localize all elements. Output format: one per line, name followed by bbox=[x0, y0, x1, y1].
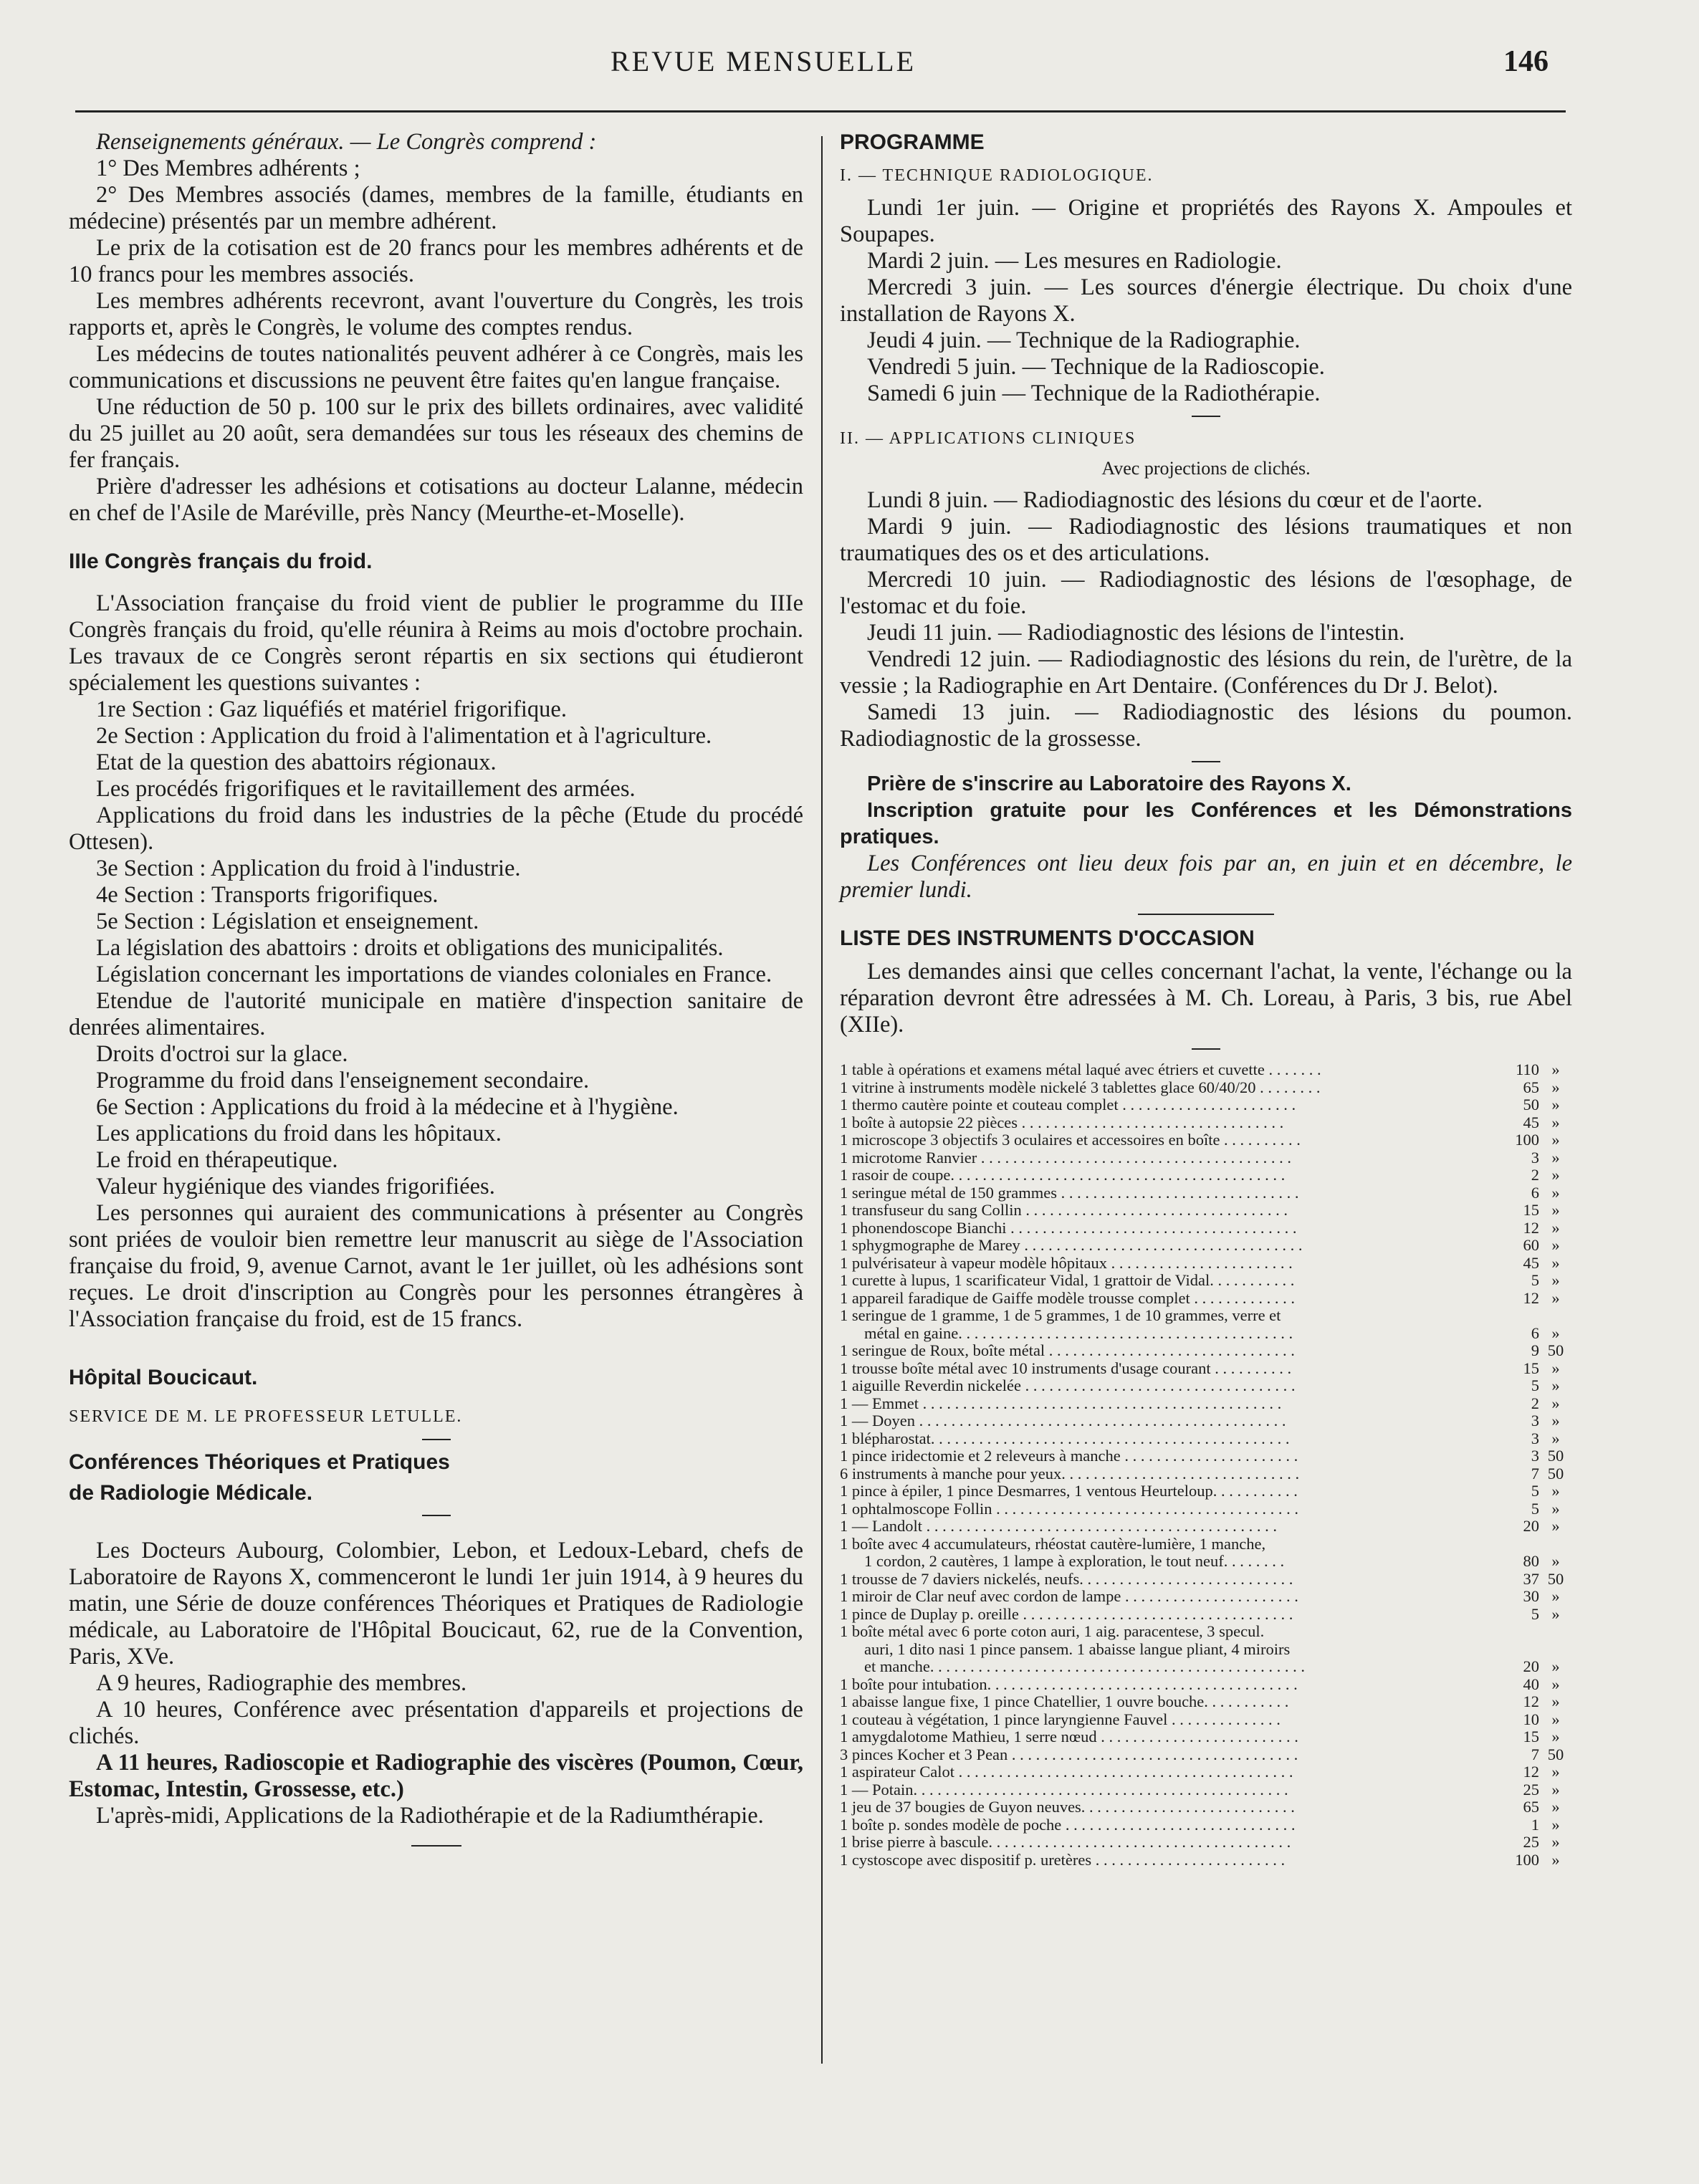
paragraph: Prière d'adresser les adhésions et cotisations au docteur Lalanne, médecin en chef de l'Asile de Maréville, près Nancy (Meurthe-et-Moselle). bbox=[69, 474, 803, 526]
paragraph: 3e Section : Application du froid à l'industrie. bbox=[96, 856, 521, 881]
instrument-price: 10 bbox=[1523, 1710, 1539, 1728]
paragraph: L'Association française du froid vient de publier le programme du IIIe Congrès français du froid, qu'elle réunira à Reims au mois d'octobre prochain. Les travaux de ce Congrès seront répartis en six sections qui étudieront spécialement les questions suivantes : bbox=[69, 590, 803, 696]
instrument-price bbox=[1493, 1641, 1539, 1659]
list-item bbox=[840, 1377, 1572, 1395]
instrument-price-cents: » bbox=[1551, 1271, 1560, 1289]
programme-item: Lundi 1er juin. — Origine et propriétés des Rayons X. Ampoules et Soupapes. bbox=[840, 195, 1572, 247]
instrument-price-cents: » bbox=[1551, 1183, 1560, 1202]
instrument-price-cents: » bbox=[1551, 1780, 1560, 1799]
instrument-price-cents: » bbox=[1551, 1499, 1560, 1518]
paragraph: Les applications du froid dans les hôpitaux. bbox=[96, 1121, 502, 1146]
instrument-price: 1 bbox=[1531, 1815, 1539, 1834]
list-item bbox=[840, 1728, 1572, 1746]
instrument-price-cents: » bbox=[1551, 1692, 1560, 1710]
instrument-price-cents: » bbox=[1551, 1131, 1560, 1149]
instrument-description: 1 thermo cautère pointe et couteau complet . . . . . . . . . . . . . . . . . . . . . . bbox=[840, 1096, 1296, 1113]
instrument-price: 60 bbox=[1523, 1236, 1539, 1254]
running-header bbox=[0, 44, 1699, 87]
programme-title: PROGRAMME bbox=[840, 130, 985, 154]
instrument-price: 6 bbox=[1531, 1323, 1539, 1342]
conference-section bbox=[69, 1538, 803, 1829]
paragraph: Droits d'octroi sur la glace. bbox=[96, 1041, 348, 1067]
list-item bbox=[840, 1237, 1572, 1255]
programme-item: Mardi 9 juin. — Radiodiagnostic des lésions traumatiques et non traumatiques des os et des articulations. bbox=[840, 514, 1572, 566]
paragraph: 2e Section : Application du froid à l'alimentation et à l'agriculture. bbox=[96, 723, 712, 749]
general-info-section bbox=[69, 129, 803, 527]
instrument-price: 7 bbox=[1531, 1464, 1539, 1483]
paragraph: Les médecins de toutes nationalités peuvent adhérer à ce Congrès, mais les communications et discussions ne peuvent être faites qu'en langue française. bbox=[69, 341, 803, 393]
paragraph: Les Docteurs Aubourg, Colombier, Lebon, et Ledoux-Lebard, chefs de Laboratoire de Rayons X, commenceront le lundi 1er juin 1914, à 9 heures du matin, une Série de douze conférences Théoriques et Pratiques de Radiologie médicale, au Laboratoire de l'Hôpital Boucicaut, 62, rue de la Convention, Paris, XVe. bbox=[69, 1538, 803, 1670]
list-item bbox=[840, 1746, 1572, 1764]
paragraph: La législation des abattoirs : droits et obligations des municipalités. bbox=[96, 935, 724, 961]
instrument-description: 1 seringue métal de 150 grammes . . . . . . . . . . . . . . . . . . . . . . . . . . . . . . bbox=[840, 1184, 1299, 1202]
paragraph: Législation concernant les importations de viandes coloniales en France. bbox=[96, 962, 772, 987]
instrument-price: 12 bbox=[1523, 1218, 1539, 1237]
instrument-description: 6 instruments à manche pour yeux. . . . . . . . . . . . . . . . . . . . . . . . . . . . . . bbox=[840, 1465, 1300, 1483]
programme-item: Jeudi 4 juin. — Technique de la Radiographie. bbox=[867, 327, 1301, 353]
instrument-price-cents: » bbox=[1551, 1060, 1560, 1078]
list-item bbox=[840, 1658, 1572, 1676]
divider bbox=[1138, 914, 1274, 915]
list-item bbox=[840, 1641, 1572, 1659]
programme-item: Vendredi 5 juin. — Technique de la Radioscopie. bbox=[867, 354, 1325, 380]
instrument-description: 1 aspirateur Calot . . . . . . . . . . . . . . . . . . . . . . . . . . . . . . . . . . . . . . . . . . bbox=[840, 1763, 1293, 1781]
programme-item: Lundi 8 juin. — Radiodiagnostic des lésions du cœur et de l'aorte. bbox=[867, 487, 1483, 513]
instrument-price-cents: » bbox=[1551, 1394, 1560, 1412]
instrument-price: 37 bbox=[1523, 1569, 1539, 1588]
instrument-price: 5 bbox=[1531, 1482, 1539, 1500]
instrument-price: 3 bbox=[1531, 1447, 1539, 1465]
list-item bbox=[840, 1676, 1572, 1694]
instrument-price-cents: » bbox=[1551, 1323, 1560, 1342]
paragraph: Les membres adhérents recevront, avant l'ouverture du Congrès, les trois rapports et, après le Congrès, le volume des comptes rendus. bbox=[69, 288, 803, 340]
list-item bbox=[840, 1588, 1572, 1606]
programme-item: Samedi 6 juin — Technique de la Radiothérapie. bbox=[867, 380, 1321, 406]
instrument-price-cents: » bbox=[1551, 1429, 1560, 1447]
instrument-price-cents: » bbox=[1551, 1078, 1560, 1096]
list-item bbox=[840, 1518, 1572, 1536]
list-item bbox=[840, 1272, 1572, 1290]
paragraph: 2° Des Membres associés (dames, membres de la famille, étudiants en médecine) présentés par un membre adhérent. bbox=[69, 182, 803, 234]
instrument-price-cents: » bbox=[1551, 1096, 1560, 1113]
instrument-price-cents: » bbox=[1551, 1728, 1560, 1745]
instrument-price: 3 bbox=[1531, 1429, 1539, 1447]
instrument-price-cents: » bbox=[1551, 1604, 1560, 1623]
instrument-price: 45 bbox=[1523, 1253, 1539, 1272]
instrument-price-cents: 50 bbox=[1547, 1464, 1564, 1483]
instrument-price: 12 bbox=[1523, 1692, 1539, 1710]
conference-title: Conférences Théoriques et Pratiques bbox=[69, 1450, 450, 1474]
instrument-price-cents bbox=[1539, 1307, 1572, 1325]
instrument-description: métal en gaine. . . . . . . . . . . . . . . . . . . . . . . . . . . . . . . . . . . . . . . . . . bbox=[864, 1324, 1293, 1342]
divider bbox=[1192, 1048, 1220, 1050]
instrument-price: 45 bbox=[1523, 1113, 1539, 1131]
instrument-price: 15 bbox=[1523, 1359, 1539, 1377]
paragraph: Le prix de la cotisation est de 20 francs pour les membres adhérents et de 10 francs pour les membres associés. bbox=[69, 235, 803, 287]
instrument-description: 1 ophtalmoscope Follin . . . . . . . . . . . . . . . . . . . . . . . . . . . . . . . . . . . . . . bbox=[840, 1500, 1298, 1518]
general-info-intro: Renseignements généraux. — Le Congrès comprend : bbox=[96, 129, 597, 155]
instruments-intro: Les demandes ainsi que celles concernant l'achat, la vente, l'échange ou la réparation devront être adressées à M. Ch. Loreau, à Paris, 3 bis, rue Abel (XIIe). bbox=[840, 959, 1572, 1038]
paragraph: A 11 heures, Radioscopie et Radiographie des viscères (Poumon, Cœur, Estomac, Intestin, Grossesse, etc.) bbox=[69, 1750, 803, 1802]
divider bbox=[1192, 761, 1220, 762]
list-item bbox=[840, 1852, 1572, 1869]
instrument-price-cents: » bbox=[1551, 1798, 1560, 1816]
list-item bbox=[840, 1536, 1572, 1553]
right-column bbox=[840, 129, 1572, 1869]
instrument-price: 40 bbox=[1523, 1675, 1539, 1693]
instrument-price: 2 bbox=[1531, 1166, 1539, 1184]
paragraph: A 9 heures, Radiographie des membres. bbox=[96, 1670, 467, 1696]
instrument-description: 1 trousse boîte métal avec 10 instruments d'usage courant . . . . . . . . . . bbox=[840, 1359, 1292, 1377]
paragraph: Applications du froid dans les industries de la pêche (Etude du procédé Ottesen). bbox=[69, 803, 803, 855]
instrument-price: 9 bbox=[1531, 1341, 1539, 1359]
journal-title: REVUE MENSUELLE bbox=[610, 45, 916, 77]
instrument-price-cents: » bbox=[1551, 1833, 1560, 1851]
list-item bbox=[840, 1114, 1572, 1132]
instrument-price-cents: » bbox=[1551, 1657, 1560, 1675]
paragraph: Les procédés frigorifiques et le ravitaillement des armées. bbox=[96, 776, 636, 802]
paragraph: Etendue de l'autorité municipale en matière d'inspection sanitaire de denrées alimentaires. bbox=[69, 988, 803, 1040]
instruments-list-title: LISTE DES INSTRUMENTS D'OCCASION bbox=[840, 926, 1255, 950]
instrument-description: 1 transfuseur du sang Collin . . . . . . . . . . . . . . . . . . . . . . . . . . . . . . . . . bbox=[840, 1202, 1288, 1219]
instrument-price: 100 bbox=[1515, 1131, 1539, 1149]
instrument-description: 1 pince iridectomie et 2 releveurs à manche . . . . . . . . . . . . . . . . . . . . . . bbox=[840, 1447, 1298, 1465]
list-item bbox=[840, 1606, 1572, 1624]
programme-item: Mardi 2 juin. — Les mesures en Radiologie. bbox=[867, 248, 1282, 274]
divider bbox=[422, 1515, 451, 1516]
instrument-price-cents: » bbox=[1551, 1482, 1560, 1500]
instrument-price: 100 bbox=[1515, 1850, 1539, 1869]
instrument-price-cents: 50 bbox=[1547, 1745, 1564, 1763]
notice-frequency: Les Conférences ont lieu deux fois par an, en juin et en décembre, le premier lundi. bbox=[840, 851, 1572, 903]
instrument-price-cents bbox=[1539, 1641, 1572, 1659]
instrument-description: 1 sphygmographe de Marey . . . . . . . . . . . . . . . . . . . . . . . . . . . . . . . . . . . bbox=[840, 1237, 1303, 1254]
instrument-price: 30 bbox=[1523, 1587, 1539, 1605]
instrument-description: 1 — Landolt . . . . . . . . . . . . . . . . . . . . . . . . . . . . . . . . . . . . . . . . . . . . bbox=[840, 1518, 1277, 1535]
list-item bbox=[840, 1167, 1572, 1184]
instrument-price-cents: » bbox=[1551, 1359, 1560, 1377]
instrument-description: 1 microtome Ranvier . . . . . . . . . . . . . . . . . . . . . . . . . . . . . . . . . . . . . . . bbox=[840, 1149, 1291, 1167]
list-item bbox=[840, 1465, 1572, 1483]
list-item bbox=[840, 1447, 1572, 1465]
instrument-price: 3 bbox=[1531, 1148, 1539, 1167]
instrument-price-cents: » bbox=[1551, 1517, 1560, 1535]
list-item bbox=[840, 1483, 1572, 1500]
instrument-description: 1 boîte p. sondes modèle de poche . . . . . . . . . . . . . . . . . . . . . . . . . . . . . bbox=[840, 1816, 1296, 1834]
instrument-description: auri, 1 dito nasi 1 pince pansem. 1 abaisse langue pliant, 4 miroirs bbox=[864, 1640, 1291, 1658]
instrument-price: 20 bbox=[1523, 1657, 1539, 1675]
instrument-price-cents: » bbox=[1551, 1218, 1560, 1237]
instrument-description: 1 boîte avec 4 accumulateurs, rhéostat cautère-lumière, 1 manche, bbox=[840, 1535, 1266, 1553]
instrument-price: 7 bbox=[1531, 1745, 1539, 1763]
instrument-price-cents: » bbox=[1551, 1815, 1560, 1834]
list-item bbox=[840, 1096, 1572, 1114]
programme-part1 bbox=[840, 195, 1572, 407]
instrument-description: 1 rasoir de coupe. . . . . . . . . . . . . . . . . . . . . . . . . . . . . . . . . . . . . . . . . . bbox=[840, 1167, 1286, 1184]
instrument-price-cents: » bbox=[1551, 1201, 1560, 1219]
instrument-price: 5 bbox=[1531, 1499, 1539, 1518]
list-item bbox=[840, 1307, 1572, 1325]
instrument-price: 65 bbox=[1523, 1798, 1539, 1816]
notice-inscription: Prière de s'inscrire au Laboratoire des Rayons X. bbox=[867, 772, 1351, 795]
list-item bbox=[840, 1325, 1572, 1343]
instrument-price bbox=[1493, 1307, 1539, 1325]
instrument-price: 65 bbox=[1523, 1078, 1539, 1096]
part2-title: II. — APPLICATIONS CLINIQUES bbox=[840, 429, 1136, 448]
instrument-price-cents bbox=[1539, 1623, 1572, 1641]
instrument-description: 1 seringue de 1 gramme, 1 de 5 grammes, 1 de 10 grammes, verre et bbox=[840, 1307, 1281, 1324]
instrument-price-cents: » bbox=[1551, 1763, 1560, 1781]
froid-section bbox=[69, 590, 803, 1333]
paragraph: L'après-midi, Applications de la Radiothérapie et de la Radiumthérapie. bbox=[96, 1803, 764, 1829]
instrument-price: 80 bbox=[1523, 1552, 1539, 1570]
instrument-price: 12 bbox=[1523, 1288, 1539, 1307]
instrument-price: 5 bbox=[1531, 1604, 1539, 1623]
instrument-description: 1 — Doyen . . . . . . . . . . . . . . . . . . . . . . . . . . . . . . . . . . . . . . . . . . . . . . bbox=[840, 1412, 1286, 1429]
list-item bbox=[840, 1412, 1572, 1430]
instrument-price: 12 bbox=[1523, 1763, 1539, 1781]
instrument-price-cents: » bbox=[1551, 1710, 1560, 1728]
paragraph: Le froid en thérapeutique. bbox=[96, 1147, 338, 1173]
paragraph: 4e Section : Transports frigorifiques. bbox=[96, 882, 439, 908]
paragraph: Les personnes qui auraient des communications à présenter au Congrès sont priées de vouloir bien remettre leur manuscrit au siège de l'Association française du froid, 9, avenue Carnot, avant le 1er juillet, où les adhésions sont reçues. Le droit d'inscription au Congrès pour les personnes étrangères à l'Association française du froid, est de 15 francs. bbox=[69, 1200, 803, 1332]
list-item bbox=[840, 1079, 1572, 1097]
instrument-price: 6 bbox=[1531, 1183, 1539, 1202]
instrument-price-cents: 50 bbox=[1547, 1447, 1564, 1465]
list-item bbox=[840, 1061, 1572, 1079]
instrument-price-cents: » bbox=[1551, 1850, 1560, 1869]
instrument-price: 15 bbox=[1523, 1728, 1539, 1745]
instrument-description: 1 pince à épiler, 1 pince Desmarres, 1 ventous Heurteloup. . . . . . . . . . . bbox=[840, 1483, 1298, 1500]
list-item bbox=[840, 1711, 1572, 1729]
instrument-price-cents: » bbox=[1551, 1253, 1560, 1272]
column-divider bbox=[821, 136, 823, 2064]
programme-item: Mercredi 10 juin. — Radiodiagnostic des lésions de l'œsophage, de l'estomac et du foie. bbox=[840, 567, 1572, 619]
instrument-description: 1 amygdalotome Mathieu, 1 serre nœud . . . . . . . . . . . . . . . . . . . . . . . . . bbox=[840, 1728, 1298, 1745]
notice-gratuite: Inscription gratuite pour les Conférences et les Démonstrations pratiques. bbox=[840, 799, 1572, 848]
list-item bbox=[840, 1763, 1572, 1781]
programme-part2 bbox=[840, 487, 1572, 752]
list-item bbox=[840, 1781, 1572, 1799]
instrument-price-cents: » bbox=[1551, 1412, 1560, 1429]
instrument-description: 1 couteau à végétation, 1 pince laryngienne Fauvel . . . . . . . . . . . . . . bbox=[840, 1710, 1281, 1728]
instrument-price: 5 bbox=[1531, 1271, 1539, 1289]
programme-item: Jeudi 11 juin. — Radiodiagnostic des lésions de l'intestin. bbox=[867, 620, 1405, 646]
list-item bbox=[840, 1202, 1572, 1220]
instrument-description: 1 blépharostat. . . . . . . . . . . . . . . . . . . . . . . . . . . . . . . . . . . . . . . . . . . . . bbox=[840, 1429, 1290, 1447]
paragraph: Valeur hygiénique des viandes frigorifiées. bbox=[96, 1174, 495, 1199]
instrument-description: 1 table à opérations et examens métal laqué avec étriers et cuvette . . . . . . . bbox=[840, 1061, 1321, 1078]
instrument-description: 1 jeu de 37 bougies de Guyon neuves. . . . . . . . . . . . . . . . . . . . . . . . . . . bbox=[840, 1799, 1295, 1816]
instrument-description: 1 cystoscope avec dispositif p. uretères . . . . . . . . . . . . . . . . . . . . . . . . bbox=[840, 1851, 1286, 1869]
list-item bbox=[840, 1220, 1572, 1237]
instrument-price: 15 bbox=[1523, 1201, 1539, 1219]
instrument-price bbox=[1493, 1623, 1539, 1641]
instrument-description: 3 pinces Kocher et 3 Pean . . . . . . . . . . . . . . . . . . . . . . . . . . . . . . . . . . . . bbox=[840, 1745, 1298, 1763]
instrument-price-cents: 50 bbox=[1547, 1569, 1564, 1588]
instrument-price-cents: » bbox=[1551, 1113, 1560, 1131]
divider bbox=[411, 1845, 461, 1847]
paragraph: 1re Section : Gaz liquéfiés et matériel frigorifique. bbox=[96, 696, 567, 722]
section-title-hopital: Hôpital Boucicaut. bbox=[69, 1366, 258, 1389]
programme-item: Samedi 13 juin. — Radiodiagnostic des lésions du poumon. Radiodiagnostic de la grossesse. bbox=[840, 699, 1572, 752]
instrument-description: 1 vitrine à instruments modèle nickelé 3 tablettes glace 60/40/20 . . . . . . . . bbox=[840, 1078, 1321, 1096]
instrument-description: 1 microscope 3 objectifs 3 oculaires et accessoires en boîte . . . . . . . . . . bbox=[840, 1131, 1301, 1149]
programme-item: Mercredi 3 juin. — Les sources d'énergie électrique. Du choix d'une installation de Rayons X. bbox=[840, 274, 1572, 327]
instrument-price: 50 bbox=[1523, 1096, 1539, 1113]
instrument-description: 1 curette à lupus, 1 scarificateur Vidal, 1 grattoir de Vidal. . . . . . . . . . . bbox=[840, 1272, 1295, 1289]
list-item bbox=[840, 1799, 1572, 1816]
list-item bbox=[840, 1623, 1572, 1641]
paragraph: Une réduction de 50 p. 100 sur le prix des billets ordinaires, avec validité du 25 juillet au 20 août, sera demandées sur tous les réseaux des chemins de fer français. bbox=[69, 394, 803, 473]
section-title-froid: IIIe Congrès français du froid. bbox=[69, 550, 373, 573]
list-item bbox=[840, 1834, 1572, 1852]
paragraph: 6e Section : Applications du froid à la médecine et à l'hygiène. bbox=[96, 1094, 679, 1120]
instrument-price-cents: » bbox=[1551, 1552, 1560, 1570]
instrument-price-cents: » bbox=[1551, 1587, 1560, 1605]
instrument-price-cents bbox=[1539, 1536, 1572, 1553]
instrument-description: 1 brise pierre à bascule. . . . . . . . . . . . . . . . . . . . . . . . . . . . . . . . . . . . . . bbox=[840, 1834, 1291, 1851]
list-item bbox=[840, 1430, 1572, 1448]
instrument-description: 1 boîte métal avec 6 porte coton auri, 1 aig. paracentese, 3 specul. bbox=[840, 1623, 1265, 1640]
instrument-price: 25 bbox=[1523, 1833, 1539, 1851]
conference-subtitle: de Radiologie Médicale. bbox=[69, 1481, 313, 1505]
list-item bbox=[840, 1255, 1572, 1273]
instrument-description: 1 pince de Duplay p. oreille . . . . . . . . . . . . . . . . . . . . . . . . . . . . . . . . . . bbox=[840, 1605, 1293, 1623]
instrument-description: 1 boîte pour intubation. . . . . . . . . . . . . . . . . . . . . . . . . . . . . . . . . . . . . . . bbox=[840, 1675, 1298, 1693]
instrument-price-cents: » bbox=[1551, 1166, 1560, 1184]
instrument-price-cents: » bbox=[1551, 1236, 1560, 1254]
paragraph: 5e Section : Législation et enseignement. bbox=[96, 909, 479, 934]
divider bbox=[1192, 416, 1220, 417]
instrument-price bbox=[1493, 1536, 1539, 1553]
instrument-price: 25 bbox=[1523, 1780, 1539, 1799]
instrument-description: 1 aiguille Reverdin nickelée . . . . . . . . . . . . . . . . . . . . . . . . . . . . . . . . . . bbox=[840, 1377, 1296, 1394]
instrument-description: 1 seringue de Roux, boîte métal . . . . . . . . . . . . . . . . . . . . . . . . . . . . . . . bbox=[840, 1342, 1295, 1359]
list-item bbox=[840, 1500, 1572, 1518]
instrument-price: 3 bbox=[1531, 1412, 1539, 1429]
instrument-price-cents: » bbox=[1551, 1376, 1560, 1394]
instrument-price-cents: » bbox=[1551, 1288, 1560, 1307]
instruments-list bbox=[840, 1061, 1572, 1869]
instrument-description: 1 phonendoscope Bianchi . . . . . . . . . . . . . . . . . . . . . . . . . . . . . . . . . . . . bbox=[840, 1219, 1297, 1237]
programme-item: Vendredi 12 juin. — Radiodiagnostic des lésions du rein, de l'urètre, de la vessie ; la Radiographie en Art Dentaire. (Conférences du Dr J. Belot). bbox=[840, 646, 1572, 699]
list-item bbox=[840, 1342, 1572, 1360]
instrument-description: 1 appareil faradique de Gaiffe modèle trousse complet . . . . . . . . . . . . . bbox=[840, 1289, 1296, 1307]
service-subtitle: SERVICE DE M. LE PROFESSEUR LETULLE. bbox=[69, 1407, 463, 1426]
instrument-description: 1 trousse de 7 daviers nickelés, neufs. . . . . . . . . . . . . . . . . . . . . . . . . . . bbox=[840, 1570, 1293, 1588]
page-number: 146 bbox=[1503, 45, 1549, 78]
instrument-price-cents: » bbox=[1551, 1148, 1560, 1167]
instrument-price: 110 bbox=[1516, 1060, 1539, 1078]
list-item bbox=[840, 1290, 1572, 1308]
divider bbox=[422, 1439, 451, 1440]
instrument-price: 2 bbox=[1531, 1394, 1539, 1412]
list-item bbox=[840, 1131, 1572, 1149]
header-rule bbox=[75, 110, 1566, 112]
instrument-price: 20 bbox=[1523, 1517, 1539, 1535]
paragraph: A 10 heures, Conférence avec présentation d'appareils et projections de clichés. bbox=[69, 1697, 803, 1749]
instrument-price-cents: 50 bbox=[1547, 1341, 1564, 1359]
instrument-description: 1 boîte à autopsie 22 pièces . . . . . . . . . . . . . . . . . . . . . . . . . . . . . . . . . bbox=[840, 1113, 1284, 1131]
list-item bbox=[840, 1395, 1572, 1413]
part1-title: I. — TECHNIQUE RADIOLOGIQUE. bbox=[840, 166, 1154, 185]
instrument-description: 1 pulvérisateur à vapeur modèle hôpitaux . . . . . . . . . . . . . . . . . . . . . . . bbox=[840, 1254, 1293, 1272]
list-item bbox=[840, 1553, 1572, 1571]
paragraph: 1° Des Membres adhérents ; bbox=[96, 155, 360, 181]
paragraph: Programme du froid dans l'enseignement secondaire. bbox=[96, 1068, 590, 1093]
instrument-description: 1 — Emmet . . . . . . . . . . . . . . . . . . . . . . . . . . . . . . . . . . . . . . . . . . . . . bbox=[840, 1394, 1282, 1412]
paragraph: Etat de la question des abattoirs régionaux. bbox=[96, 749, 497, 775]
instrument-description: 1 — Potain. . . . . . . . . . . . . . . . . . . . . . . . . . . . . . . . . . . . . . . . . . . . . . . bbox=[840, 1781, 1288, 1799]
instrument-description: 1 abaisse langue fixe, 1 pince Chatellier, 1 ouvre bouche. . . . . . . . . . . bbox=[840, 1693, 1289, 1710]
left-column bbox=[69, 129, 803, 1855]
instrument-description: et manche. . . . . . . . . . . . . . . . . . . . . . . . . . . . . . . . . . . . . . . . . . . . . . . bbox=[864, 1658, 1305, 1675]
list-item bbox=[840, 1149, 1572, 1167]
list-item bbox=[840, 1816, 1572, 1834]
list-item bbox=[840, 1360, 1572, 1378]
list-item bbox=[840, 1184, 1572, 1202]
instrument-description: 1 cordon, 2 cautères, 1 lampe à exploration, le tout neuf. . . . . . . . bbox=[864, 1553, 1285, 1570]
part2-subtitle: Avec projections de clichés. bbox=[1101, 458, 1311, 479]
list-item bbox=[840, 1693, 1572, 1711]
instrument-price-cents: » bbox=[1551, 1675, 1560, 1693]
instrument-price: 5 bbox=[1531, 1376, 1539, 1394]
list-item bbox=[840, 1571, 1572, 1589]
instrument-description: 1 miroir de Clar neuf avec cordon de lampe . . . . . . . . . . . . . . . . . . . . . . bbox=[840, 1588, 1298, 1605]
